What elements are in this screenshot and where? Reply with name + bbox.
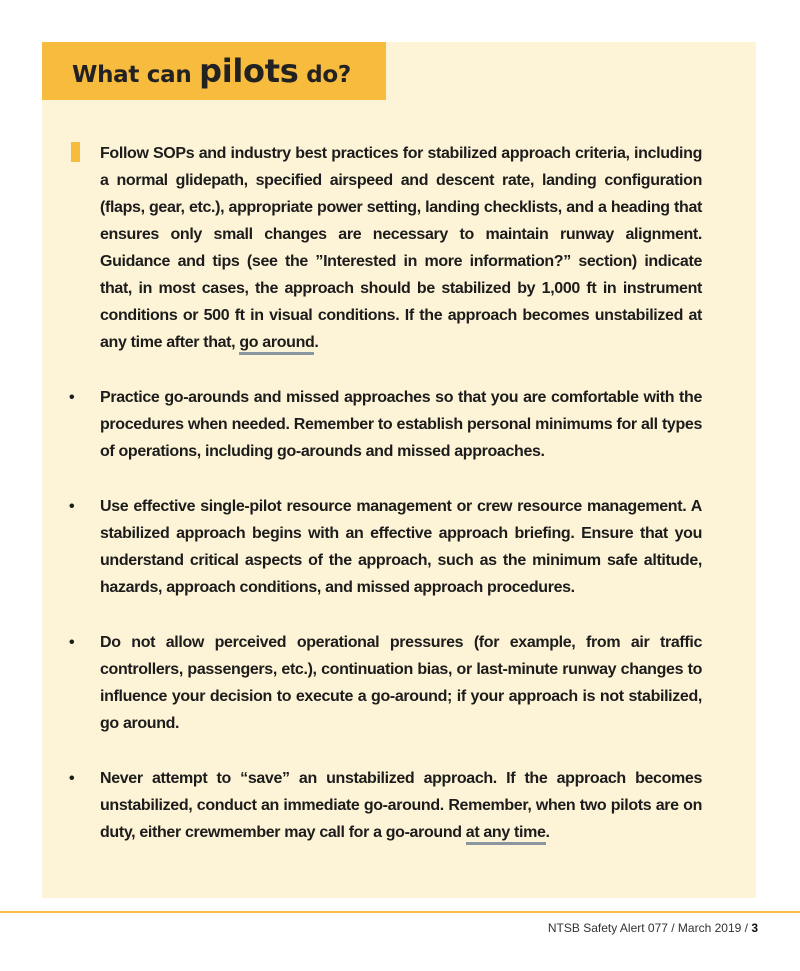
bullet-text: Never attempt to “save” an unstabilized approach. If the approach becomes unstabilized, conduct an immediate go-around. Remember, when two pilots are on duty, either crewmember may call for a go-around	[100, 770, 702, 841]
square-bullet-icon	[71, 142, 80, 162]
title-emphasis: pilots	[199, 52, 299, 90]
bullet-text-end: .	[545, 824, 550, 841]
title-banner	[42, 42, 386, 100]
go-around-link[interactable]: go around	[239, 334, 314, 355]
page-title	[72, 52, 351, 94]
recommendations-list	[69, 140, 702, 874]
list-item	[69, 765, 702, 846]
bullet-text: Do not allow perceived operational pressures (for example, from air traffic controllers, passengers, etc.), continuation bias, or last-minute runway changes to influence your decision to execute a go-around; if your approach is not stabilized, go around.	[100, 634, 702, 732]
footer-divider	[0, 911, 800, 913]
bullet-icon: •	[69, 770, 75, 787]
bullet-text-end: .	[314, 334, 319, 351]
title-before: What can	[72, 62, 200, 88]
bullet-icon: •	[69, 498, 75, 515]
list-item	[69, 629, 702, 737]
title-after: do?	[298, 62, 351, 88]
list-item	[69, 384, 702, 465]
list-item	[69, 493, 702, 601]
bullet-text: Follow SOPs and industry best practices for stabilized approach criteria, including a normal glidepath, specified airspeed and descent rate, landing configuration (flaps, gear, etc.), appropriate power setting, landing checklists, and a heading that ensures only small changes are necessary to maintain runway alignment. Guidance and tips (see the ”Interested in more information?” section) indicate that, in most cases, the approach should be stabilized by 1,000 ft in instrument conditions or 500 ft in visual conditions. If the approach becomes unstabilized at any time after that,	[100, 145, 702, 351]
page-footer	[548, 919, 758, 937]
bullet-text: Practice go-arounds and missed approaches so that you are comfortable with the procedures when needed. Remember to establish personal minimums for all types of operations, including go-arounds and missed approaches.	[100, 389, 702, 460]
bullet-text: Use effective single-pilot resource management or crew resource management. A stabilized approach begins with an effective approach briefing. Ensure that you understand critical aspects of the approach, such as the minimum safe altitude, hazards, approach conditions, and missed approach procedures.	[100, 498, 702, 596]
list-item	[100, 140, 702, 356]
at-any-time-link[interactable]: at any time	[466, 824, 546, 845]
page-number: 3	[751, 921, 758, 935]
footer-source: NTSB Safety Alert 077 / March 2019 /	[547, 921, 752, 935]
bullet-icon: •	[69, 634, 75, 651]
bullet-icon: •	[69, 389, 75, 406]
